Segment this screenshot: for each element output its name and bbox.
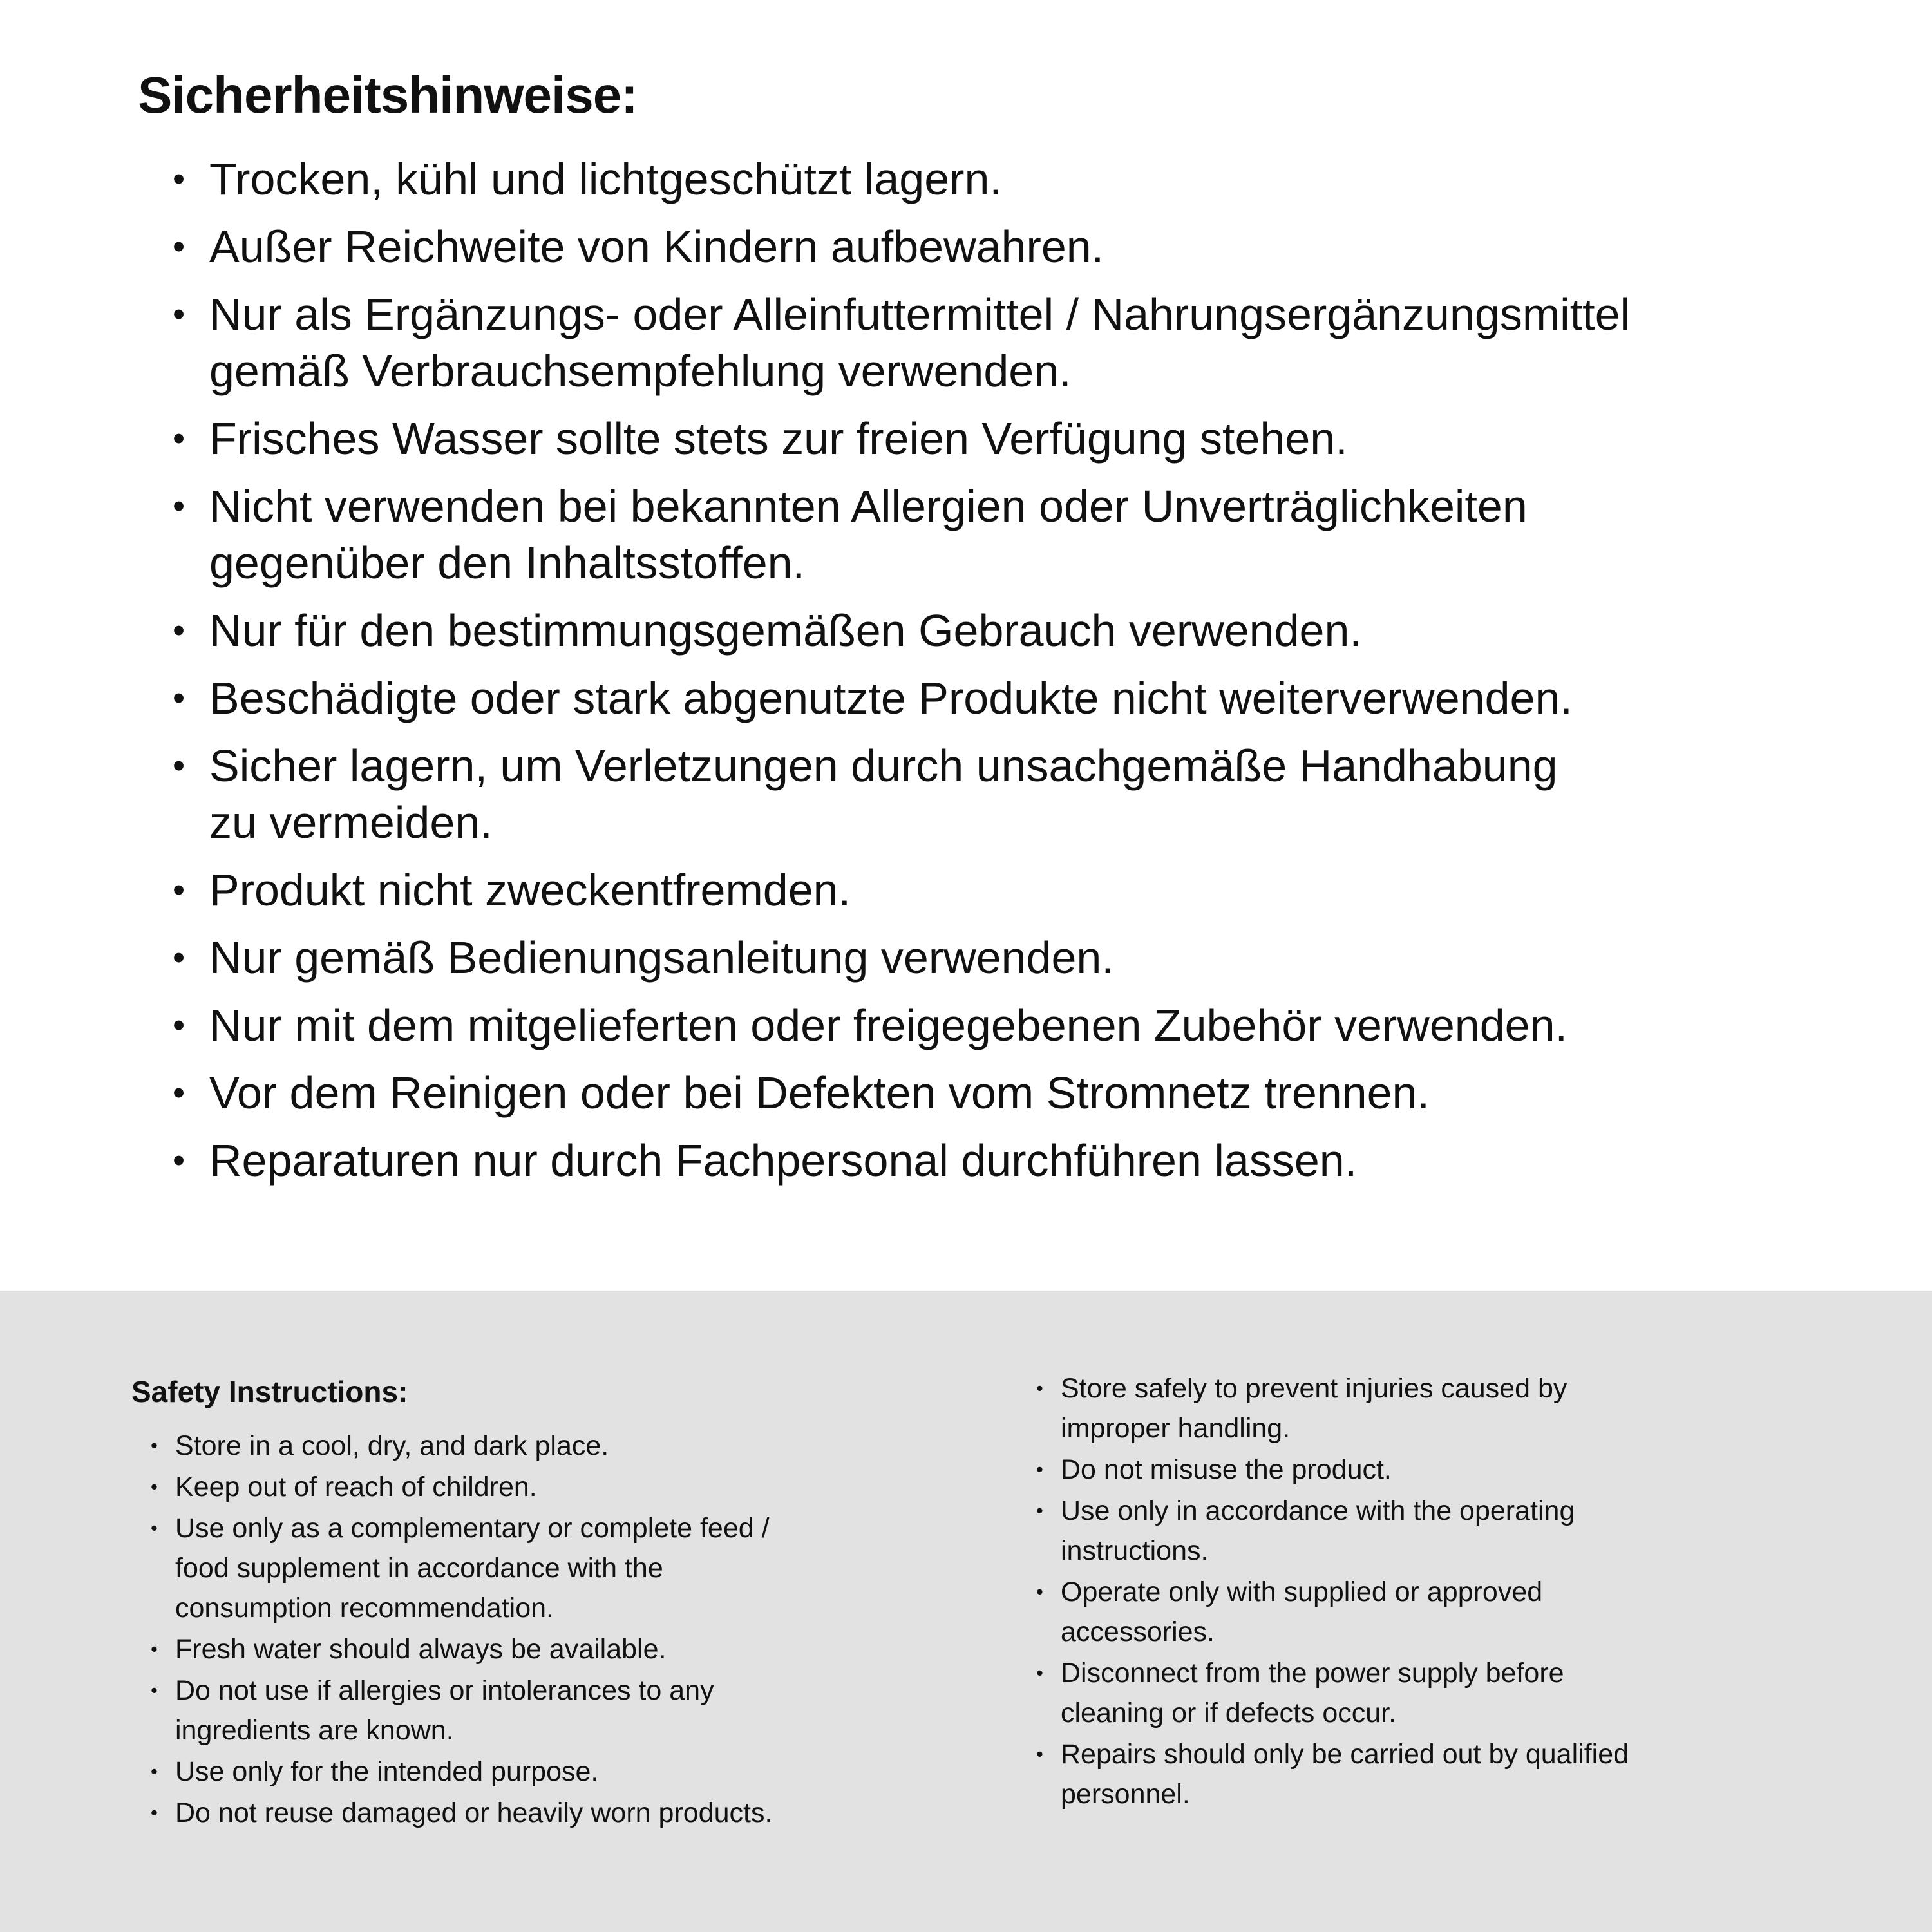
list-item <box>1036 1572 1629 1652</box>
list-item <box>151 1629 772 1669</box>
list-item <box>173 862 1630 918</box>
list-item <box>151 1752 772 1792</box>
bullet-marker: • <box>1036 1458 1043 1481</box>
bullet-marker: • <box>173 938 185 977</box>
list-item <box>1036 1734 1629 1814</box>
bullet-marker: • <box>151 1638 158 1660</box>
list-item-line: Außer Reichweite von Kindern aufbewahren. <box>209 222 1104 272</box>
list-item-line: improper handling. <box>1061 1413 1291 1444</box>
list-item <box>173 218 1630 275</box>
list-item-line: Do not misuse the product. <box>1061 1454 1392 1485</box>
list-item-line: gemäß Verbrauchsempfehlung verwenden. <box>209 346 1072 396</box>
list-item <box>1036 1368 1629 1448</box>
list-item <box>173 602 1630 659</box>
list-item-line: Store in a cool, dry, and dark place. <box>175 1430 609 1461</box>
list-item-line: Produkt nicht zweckentfremden. <box>209 865 851 915</box>
bullet-marker: • <box>151 1760 158 1783</box>
list-item-line: Operate only with supplied or approved <box>1061 1577 1543 1607</box>
bullet-marker: • <box>151 1801 158 1824</box>
list-item <box>173 1132 1630 1189</box>
bullet-marker: • <box>173 1141 185 1180</box>
bullet-marker: • <box>151 1517 158 1539</box>
list-item-line: consumption recommendation. <box>175 1593 554 1624</box>
list-item-line: Nicht verwenden bei bekannten Allergien oder Unverträglichkeiten <box>209 481 1528 531</box>
english-safety-list-right <box>1036 1368 1629 1814</box>
list-item <box>173 286 1631 399</box>
english-instructions-section <box>0 1291 1932 1932</box>
list-item-line: Trocken, kühl und lichtgeschützt lagern. <box>209 154 1002 204</box>
list-item-line: Do not reuse damaged or heavily worn products. <box>175 1797 773 1828</box>
list-item-line: Keep out of reach of children. <box>175 1472 537 1502</box>
list-item-line: Vor dem Reinigen oder bei Defekten vom Stromnetz trennen. <box>209 1068 1430 1118</box>
list-item-line: Nur mit dem mitgelieferten oder freigegebenen Zubehör verwenden. <box>209 1000 1567 1050</box>
list-item-line: Use only for the intended purpose. <box>175 1756 599 1787</box>
bullet-marker: • <box>173 611 185 650</box>
bullet-marker: • <box>173 746 185 785</box>
list-item-line: Frisches Wasser sollte stets zur freien Verfügung stehen. <box>209 413 1348 464</box>
list-item-line: food supplement in accordance with the <box>175 1553 663 1584</box>
list-item-line: Nur für den bestimmungsgemäßen Gebrauch verwenden. <box>209 605 1362 656</box>
list-item-line: Nur als Ergänzungs- oder Alleinfuttermittel / Nahrungsergänzungsmittel <box>209 289 1631 339</box>
list-item-line: instructions. <box>1061 1535 1209 1566</box>
bullet-marker: • <box>173 486 185 526</box>
list-item-line: cleaning or if defects occur. <box>1061 1698 1397 1728</box>
english-right-column <box>1038 1368 1629 1815</box>
list-item-line: zu vermeiden. <box>209 797 493 848</box>
list-item <box>151 1671 772 1750</box>
list-item-line: gegenüber den Inhaltsstoffen. <box>209 538 806 588</box>
bullet-marker: • <box>1036 1743 1043 1765</box>
list-item-line: personnel. <box>1061 1779 1190 1810</box>
list-item <box>173 929 1630 986</box>
list-item-line: Use only as a complementary or complete feed / <box>175 1513 770 1544</box>
bullet-marker: • <box>151 1434 158 1457</box>
english-left-column <box>131 1377 772 1834</box>
bullet-marker: • <box>1036 1580 1043 1603</box>
list-item-line: Beschädigte oder stark abgenutzte Produkte nicht weiterverwenden. <box>209 673 1573 723</box>
list-item <box>173 997 1630 1054</box>
list-item <box>173 737 1630 851</box>
list-item <box>151 1467 772 1507</box>
list-item <box>173 670 1630 726</box>
bullet-marker: • <box>173 419 185 458</box>
bullet-marker: • <box>1036 1662 1043 1684</box>
list-item <box>173 1065 1630 1121</box>
list-item <box>173 478 1630 591</box>
list-item <box>151 1426 772 1466</box>
english-safety-list-left <box>151 1426 773 1833</box>
list-item-line: Disconnect from the power supply before <box>1061 1658 1564 1689</box>
list-item-line: Do not use if allergies or intolerances to any <box>175 1675 714 1706</box>
german-safety-list <box>173 151 1631 1200</box>
bullet-marker: • <box>173 678 185 717</box>
english-heading: Safety Instructions: <box>131 1375 408 1408</box>
german-heading: Sicherheitshinweise: <box>138 66 638 124</box>
bullet-marker: • <box>1036 1377 1043 1399</box>
bullet-marker: • <box>1036 1499 1043 1522</box>
bullet-marker: • <box>173 294 185 334</box>
bullet-marker: • <box>151 1679 158 1701</box>
list-item <box>173 151 1630 207</box>
list-item-line: Fresh water should always be available. <box>175 1634 667 1665</box>
list-item-line: Repairs should only be carried out by qualified <box>1061 1739 1629 1770</box>
bullet-marker: • <box>151 1475 158 1498</box>
bullet-marker: • <box>173 227 185 266</box>
list-item-line: accessories. <box>1061 1616 1215 1647</box>
list-item-line: Sicher lagern, um Verletzungen durch unsachgemäße Handhabung <box>209 741 1558 791</box>
list-item-line: Nur gemäß Bedienungsanleitung verwenden. <box>209 933 1114 983</box>
list-item <box>1036 1450 1629 1490</box>
list-item-line: Reparaturen nur durch Fachpersonal durchführen lassen. <box>209 1135 1358 1186</box>
list-item <box>1036 1491 1629 1571</box>
bullet-marker: • <box>173 1073 185 1112</box>
list-item <box>173 410 1630 467</box>
list-item <box>151 1508 772 1628</box>
list-item-line: Use only in accordance with the operating <box>1061 1495 1575 1526</box>
list-item-line: ingredients are known. <box>175 1715 454 1746</box>
bullet-marker: • <box>173 159 185 198</box>
bullet-marker: • <box>173 870 185 909</box>
list-item-line: Store safely to prevent injuries caused by <box>1061 1373 1567 1404</box>
bullet-marker: • <box>173 1005 185 1045</box>
list-item <box>1036 1653 1629 1733</box>
list-item <box>151 1793 773 1833</box>
